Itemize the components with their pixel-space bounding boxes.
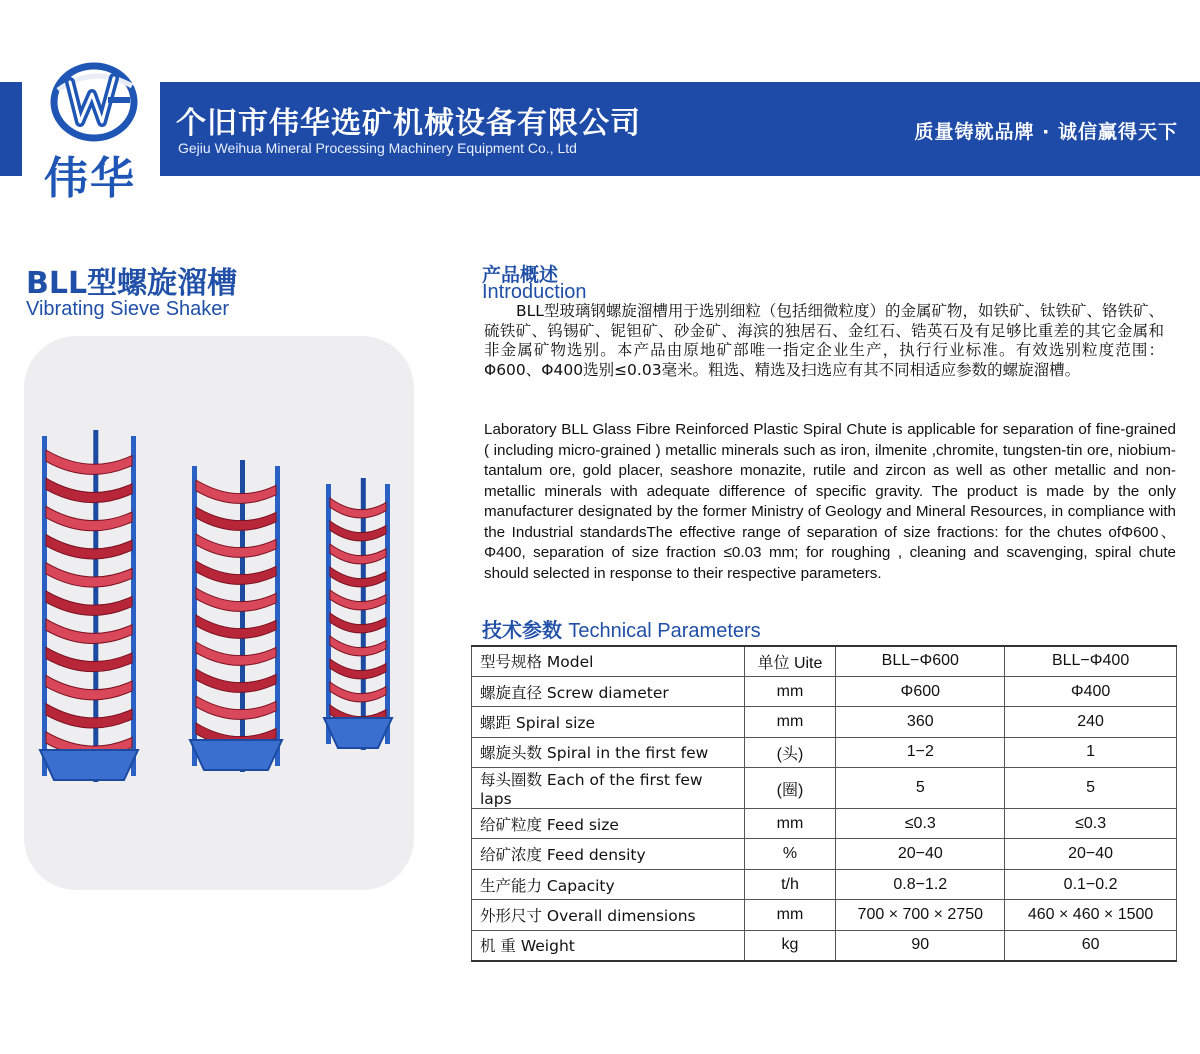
collection-tank [40, 750, 138, 780]
intro-body-en: Laboratory BLL Glass Fibre Reinforced Plastic Spiral Chute is applicable for separation of fine-grained ( including micro-grained ) metallic minerals such as iron, ilmenite ,chromite, tungsten-tin ore, niobium-tantalum ore, gold placer, seashore monazite, rutile and zircon as well as other metallic and non-metallic minerals with adequate difference of specific gravity. The product is made by the only manufacturer designated by the former Ministry of Geology and Mineral Resources, in compliance with the Industrial standardsThe effective range of separation of size fractions: for the chutes ofΦ600、Φ400, separation of size fraction ≤0.03 mm; for roughing , cleaning and scavenging, spiral chute should selected in response to their respective parameters. [484, 421, 1176, 582]
spiral-turn [196, 534, 276, 557]
table-row [472, 707, 1177, 737]
table-cell: mm [744, 676, 836, 706]
spiral-turn [330, 682, 386, 702]
table-cell: 给矿浓度 Feed density [472, 839, 745, 869]
table-cell: (头) [744, 737, 836, 767]
table-cell: BLL−Φ400 [1005, 646, 1177, 676]
table-cell: 20−40 [1005, 839, 1177, 869]
table-cell: % [744, 839, 836, 869]
table-cell: 螺旋直径 Screw diameter [472, 676, 745, 706]
frame-leg [240, 460, 245, 772]
table-cell: 1 [1005, 737, 1177, 767]
logo-emblem-icon [48, 60, 140, 144]
spiral-turn [46, 506, 132, 530]
spiral-turn [196, 588, 276, 611]
spiral-turn [330, 613, 386, 633]
table-cell: mm [744, 900, 836, 930]
spiral-turn [46, 647, 132, 671]
collection-tank [190, 740, 282, 770]
spiral-turn [46, 563, 132, 587]
table-cell: 5 [1005, 768, 1177, 809]
table-cell: ≤0.3 [836, 809, 1005, 839]
spiral-turn [330, 590, 386, 610]
collection-tank [324, 718, 392, 748]
table-row [472, 676, 1177, 706]
table-row [472, 869, 1177, 899]
table-cell: 60 [1005, 930, 1177, 960]
table-cell: 1−2 [836, 737, 1005, 767]
spiral-turn [330, 498, 386, 518]
table-cell: Φ600 [836, 676, 1005, 706]
frame-leg [275, 466, 280, 766]
table-cell: mm [744, 809, 836, 839]
spiral-turn [196, 615, 276, 638]
spiral-turn [330, 544, 386, 564]
slogan: 质量铸就品牌 · 诚信赢得天下 [914, 121, 1178, 143]
table-row [472, 839, 1177, 869]
table-cell: mm [744, 707, 836, 737]
product-title: BLL型螺旋溜槽 [26, 266, 238, 301]
table-cell: 螺旋头数 Spiral in the first few [472, 737, 745, 767]
product-image [24, 336, 414, 890]
table-cell: (圈) [744, 768, 836, 809]
table-cell: Φ400 [1005, 676, 1177, 706]
table-row [472, 900, 1177, 930]
table-cell: 给矿粒度 Feed size [472, 809, 745, 839]
spiral-turn [196, 669, 276, 692]
table-cell: 型号规格 Model [472, 646, 745, 676]
table-row [472, 737, 1177, 767]
spiral-turn [46, 478, 132, 502]
table-cell: BLL−Φ600 [836, 646, 1005, 676]
tech-params-table [471, 645, 1177, 962]
tech-title-cn: 技术参数 [482, 618, 562, 642]
intro-body-cn: BLL型玻璃钢螺旋溜槽用于选别细粒（包括细微粒度）的金属矿物，如铁矿、钛铁矿、铬铁矿、硫铁矿、钨锡矿、铌钽矿、砂金矿、海滨的独居石、金红石、锆英石及有足够比重差的其它金属和非金属矿物选别。本产品由原地矿部唯一指定企业生产，执行行业标准。有效选别粒度范围：Φ600、Φ400选别≤0.03毫米。粗选、精选及扫选应有其不同相适应参数的螺旋溜槽。 [484, 302, 1164, 379]
table-row [472, 930, 1177, 960]
intro-title-en: Introduction [482, 281, 587, 303]
table-cell: 0.1−0.2 [1005, 869, 1177, 899]
spiral-turn [196, 507, 276, 530]
spiral-turn [330, 659, 386, 679]
frame-leg [361, 478, 366, 750]
table-cell: ≤0.3 [1005, 809, 1177, 839]
spiral-turn [46, 619, 132, 643]
spiral-turn [330, 567, 386, 587]
table-cell: 360 [836, 707, 1005, 737]
table-cell: kg [744, 930, 836, 960]
table-cell: 20−40 [836, 839, 1005, 869]
spiral-turn [196, 696, 276, 719]
spiral-turn [46, 450, 132, 474]
table-cell: 外形尺寸 Overall dimensions [472, 900, 745, 930]
logo-text: 伟华 [44, 153, 136, 204]
table-cell: 0.8−1.2 [836, 869, 1005, 899]
spiral-turn [196, 561, 276, 584]
table-cell: 240 [1005, 707, 1177, 737]
table-cell: 螺距 Spiral size [472, 707, 745, 737]
table-row [472, 809, 1177, 839]
product-subtitle: Vibrating Sieve Shaker [26, 298, 230, 320]
table-cell: t/h [744, 869, 836, 899]
frame-leg [385, 484, 390, 744]
company-name-cn: 个旧市伟华选矿机械设备有限公司 [176, 106, 641, 141]
spiral-turn [46, 535, 132, 559]
table-cell: 每头圈数 Each of the first few laps [472, 768, 745, 809]
spiral-turn [46, 591, 132, 615]
tech-params-title [482, 614, 761, 643]
spiral-turn [330, 636, 386, 656]
spiral-turn [46, 675, 132, 699]
table-cell: 460 × 460 × 1500 [1005, 900, 1177, 930]
table-cell: 生产能力 Capacity [472, 869, 745, 899]
spiral-turn [196, 480, 276, 503]
table-cell: 单位 Uite [744, 646, 836, 676]
table-cell: 90 [836, 930, 1005, 960]
tech-title-en: Technical Parameters [568, 620, 761, 642]
table-cell: 700 × 700 × 2750 [836, 900, 1005, 930]
table-cell: 5 [836, 768, 1005, 809]
spiral-turn [196, 642, 276, 665]
spiral-turn [330, 521, 386, 541]
table-row [472, 768, 1177, 809]
intro-title-cn: 产品概述 [482, 264, 559, 286]
company-name-en: Gejiu Weihua Mineral Processing Machinery Equipment Co., Ltd [178, 140, 577, 156]
spiral-turn [46, 704, 132, 728]
table-cell: 机 重 Weight [472, 930, 745, 960]
table-row [472, 646, 1177, 676]
